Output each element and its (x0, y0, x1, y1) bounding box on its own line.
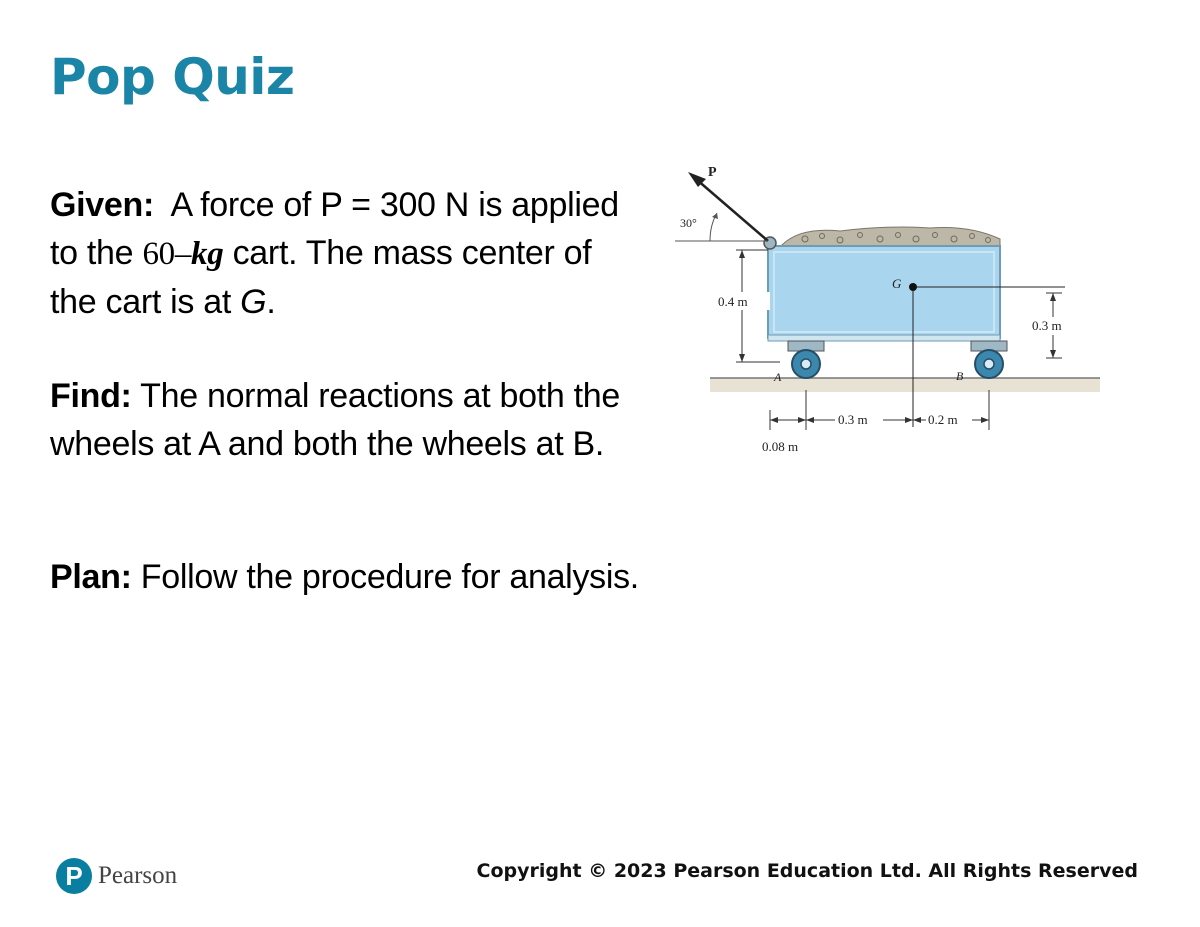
mass-center-dot (909, 283, 917, 291)
find-text: The normal reactions at both the wheels at A and both the wheels at B. (50, 377, 621, 463)
mass-center-point: G (240, 283, 267, 321)
angle-label: 30° (680, 216, 697, 230)
given-text-after: cart. The mass center of the cart is at (50, 234, 592, 321)
dim-a-g-arrow-left (806, 417, 814, 423)
dim-a-g-arrow-right (905, 417, 913, 423)
force-p-arrow (696, 179, 768, 241)
wheel-b-label: B (956, 369, 964, 383)
pearson-logo (56, 858, 177, 894)
cart-body (768, 246, 1000, 338)
given-paragraph (50, 181, 630, 326)
dim-g-height-arrow-bottom (1050, 350, 1056, 358)
cart-base (768, 335, 1000, 341)
copyright-notice: Copyright © 2023 Pearson Education Ltd. All Rights Reserved (476, 860, 1138, 882)
ground-shading (710, 378, 1100, 392)
plan-text: Follow the procedure for analysis. (140, 558, 639, 596)
dim-g-b-arrow-left (913, 417, 921, 423)
dim-a-to-g-label: 0.3 m (838, 412, 868, 427)
wheel-a (788, 341, 824, 378)
slide-title: Pop Quiz (50, 48, 295, 106)
dim-total-height-arrow-top (739, 250, 745, 258)
pearson-logo-icon: P (56, 858, 92, 894)
dim-g-height-arrow-top (1050, 293, 1056, 301)
dim-g-to-b-label: 0.2 m (928, 412, 958, 427)
plan-label: Plan: (50, 558, 132, 596)
mass-center-label: G (892, 276, 902, 291)
dim-offset-label: 0.08 m (762, 439, 799, 454)
force-label: P (708, 165, 717, 180)
find-label: Find: (50, 377, 132, 415)
given-text-before: A force of P = 300 N is applied to the (50, 186, 619, 272)
pearson-logo-text: Pearson (98, 862, 178, 889)
mass-unit: kg (191, 236, 224, 272)
angle-arc-arrow (712, 213, 718, 219)
dim-total-height-label: 0.4 m (718, 294, 748, 309)
dim-offset-arrow-left (770, 417, 778, 423)
wheel-a-label: A (774, 370, 782, 384)
mass-separator: – (174, 236, 192, 272)
find-paragraph (50, 372, 630, 468)
dim-g-b-arrow-right (981, 417, 989, 423)
dim-offset-arrow-right (798, 417, 806, 423)
gravel-load (782, 227, 1000, 246)
dim-g-height-label: 0.3 m (1032, 318, 1062, 333)
wheel-b (971, 341, 1007, 378)
mass-value: 60 (142, 236, 175, 272)
cart-diagram (670, 155, 1110, 475)
mass-expression (142, 236, 223, 272)
given-period: . (266, 283, 276, 321)
dim-total-height-arrow-bottom (739, 354, 745, 362)
plan-paragraph (50, 553, 950, 601)
given-label: Given: (50, 186, 155, 224)
